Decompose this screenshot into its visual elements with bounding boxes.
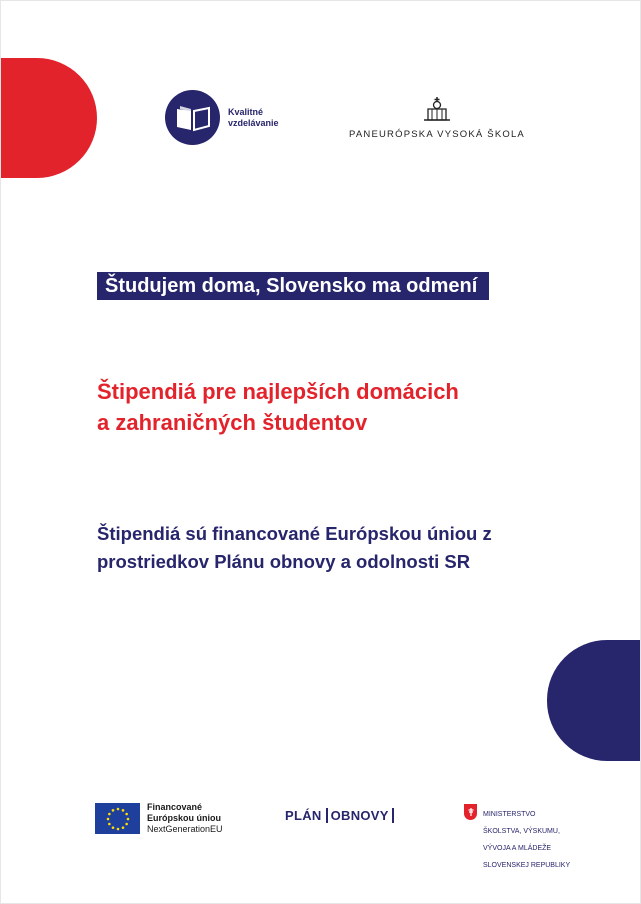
headline-line1: Štipendiá pre najlepších domácich xyxy=(97,379,459,404)
eu-star xyxy=(121,826,124,829)
red-decorative-half-circle xyxy=(1,58,97,178)
subheadline-line2: prostriedkov Plánu obnovy a odolnosti SR xyxy=(97,551,471,572)
eu-line1: Financované xyxy=(147,802,203,812)
eu-flag-icon xyxy=(95,803,140,834)
slogan-banner: Študujem doma, Slovensko ma odmení xyxy=(97,272,489,300)
headline-line2: a zahraničných študentov xyxy=(97,410,368,435)
ministry-line2: ŠKOLSTVA, VÝSKUMU, xyxy=(483,827,560,835)
ministry-line1: MINISTERSTVO xyxy=(483,810,536,818)
eu-star xyxy=(126,817,129,820)
kvalitne-vzdelavanie-logo xyxy=(165,90,298,145)
eu-line3: NextGenerationEU xyxy=(147,824,223,834)
eu-line2: Európskou úniou xyxy=(147,813,221,823)
ministry-line3: VÝVOJA A MLÁDEŽE xyxy=(483,844,552,852)
paneuropska-logo xyxy=(347,96,527,140)
kvalitne-line1: Kvalitné xyxy=(228,106,264,117)
main-headline xyxy=(97,376,597,438)
eu-star xyxy=(111,826,114,829)
plan-obnovy-logo xyxy=(285,808,394,823)
eu-star xyxy=(116,827,119,830)
eu-star xyxy=(111,809,114,812)
obnovy-word: OBNOVY xyxy=(326,808,394,823)
slovak-coat-of-arms-icon xyxy=(464,804,477,820)
ministry-line4: SLOVENSKEJ REPUBLIKY xyxy=(483,861,571,869)
plan-word: PLÁN xyxy=(285,808,322,823)
ministry-logo xyxy=(464,802,570,879)
eu-star xyxy=(116,807,119,810)
eu-star xyxy=(108,822,111,825)
university-crest-icon xyxy=(423,109,451,126)
eu-star xyxy=(121,809,124,812)
eu-funding-logo xyxy=(95,802,223,835)
eu-star xyxy=(125,812,128,815)
eu-star xyxy=(106,817,109,820)
paneuropska-name: PANEURÓPSKA VYSOKÁ ŠKOLA xyxy=(349,129,525,140)
eu-star xyxy=(108,812,111,815)
navy-decorative-half-circle xyxy=(547,640,641,761)
subheadline-line1: Štipendiá sú financované Európskou úniou z xyxy=(97,523,492,544)
kvalitne-line2: vzdelávanie xyxy=(228,117,279,128)
eu-star xyxy=(125,822,128,825)
open-book-icon xyxy=(165,90,220,145)
subheadline xyxy=(97,520,597,576)
